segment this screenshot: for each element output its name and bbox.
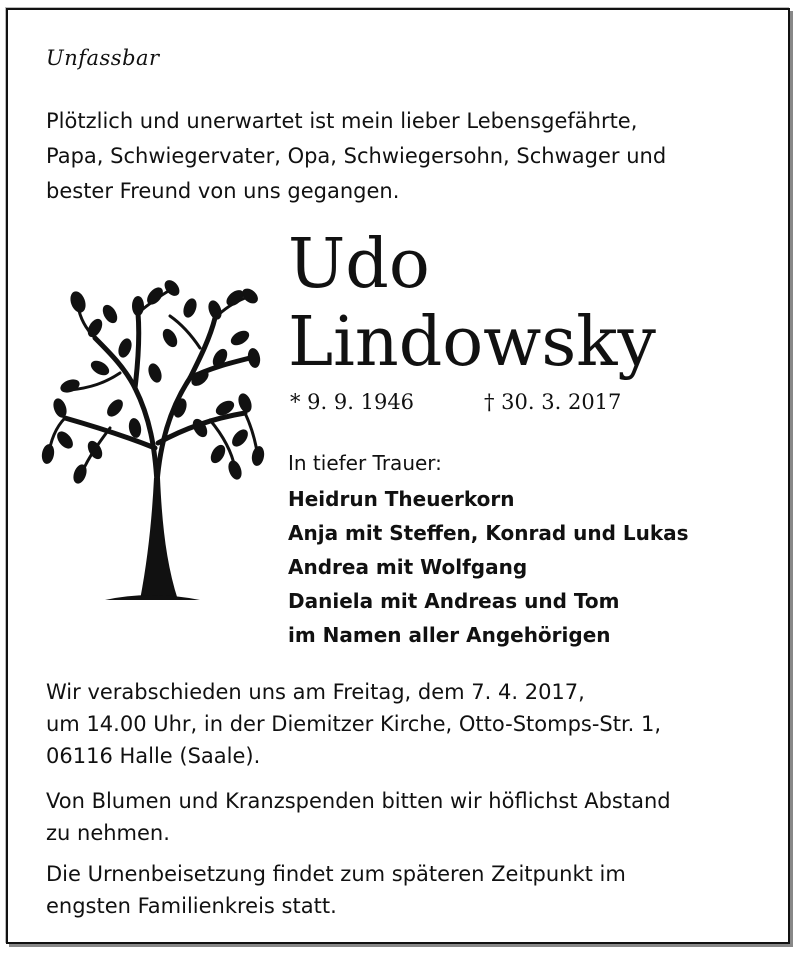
mourner-name: Andrea mit Wolfgang — [288, 555, 528, 579]
tree-icon — [40, 278, 266, 604]
mourners-list — [288, 482, 689, 652]
intro-line: bester Freund von uns gegangen. — [46, 179, 400, 203]
intro-heading: Unfassbar — [46, 46, 160, 70]
flowers-line: zu nehmen. — [46, 821, 170, 845]
birth-date: * 9. 9. 1946 — [290, 390, 415, 414]
service-line: um 14.00 Uhr, in der Diemitzer Kirche, Otto-Stomps-Str. 1, — [46, 712, 662, 736]
service-line: 06116 Halle (Saale). — [46, 744, 261, 768]
flowers-line: Von Blumen und Kranzspenden bitten wir höflichst Abstand — [46, 789, 671, 813]
intro-line: Papa, Schwiegervater, Opa, Schwiegersohn, Schwager und — [46, 144, 667, 168]
intro-text — [46, 104, 766, 209]
mourning-label: In tiefer Trauer: — [288, 451, 442, 475]
last-name: Lindowsky — [288, 303, 656, 382]
deceased-name — [288, 226, 656, 382]
mourner-name: Anja mit Steffen, Konrad und Lukas — [288, 521, 689, 545]
intro-line: Plötzlich und unerwartet ist mein lieber Lebensgefährte, — [46, 109, 638, 133]
first-name: Udo — [288, 225, 430, 304]
urn-line: Die Urnenbeisetzung findet zum späteren Zeitpunkt im — [46, 862, 626, 886]
flowers-note — [46, 785, 766, 849]
mourner-name: im Namen aller Angehörigen — [288, 623, 611, 647]
service-line: Wir verabschieden uns am Freitag, dem 7. 4. 2017, — [46, 680, 585, 704]
mourner-name: Heidrun Theuerkorn — [288, 487, 515, 511]
death-date: † 30. 3. 2017 — [484, 390, 622, 414]
service-info — [46, 676, 766, 772]
urn-note — [46, 858, 766, 922]
mourner-name: Daniela mit Andreas und Tom — [288, 589, 620, 613]
urn-line: engsten Familienkreis statt. — [46, 894, 337, 918]
